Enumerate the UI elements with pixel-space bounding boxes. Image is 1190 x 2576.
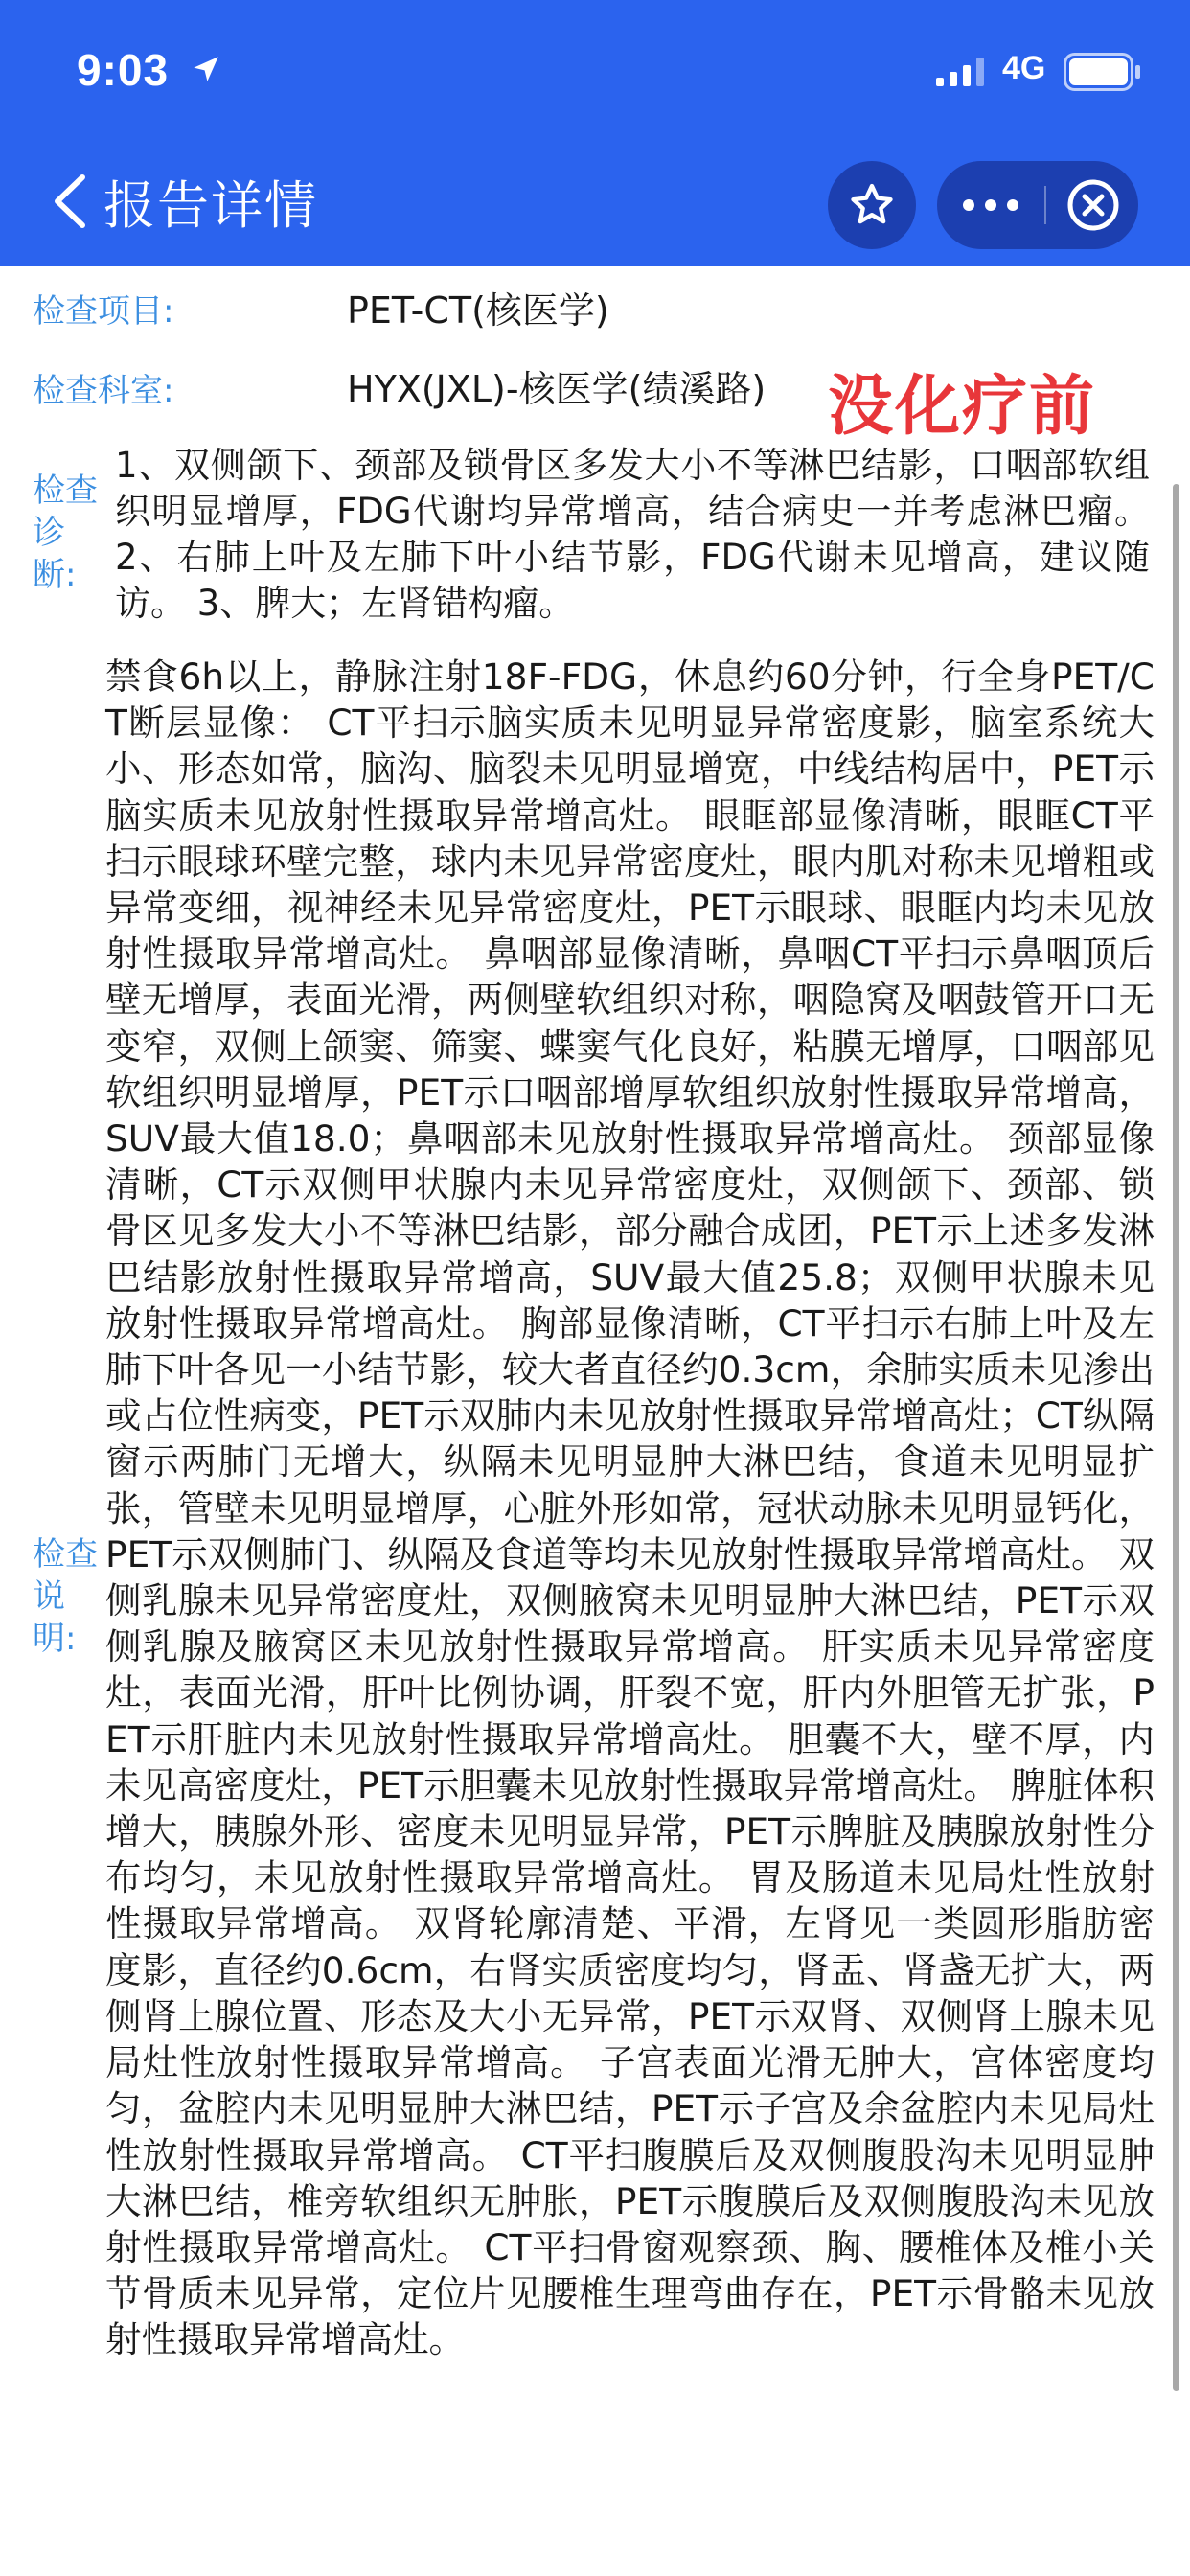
mini-program-capsule — [937, 161, 1138, 249]
page-title: 报告详情 — [103, 174, 318, 236]
description-label: 检查说明: — [33, 1535, 98, 1658]
status-time: 9:03 — [77, 45, 170, 95]
app-header — [0, 0, 1190, 266]
more-button[interactable] — [937, 161, 1044, 249]
nav-bar — [0, 144, 1190, 266]
signal-bars-icon — [936, 58, 986, 86]
more-dots-icon — [961, 197, 1020, 213]
chevron-left-icon — [48, 172, 90, 231]
diagnosis-text: 1、双侧颌下、颈部及锁骨区多发大小不等淋巴结影，口咽部软组织明显增厚，FDG代谢均异常增高，结合病史一并考虑淋巴瘤。 2、右肺上叶及左肺下叶小结节影，FDG代谢未见增高，建议随访。 3、脾大；左肾错构瘤。 — [115, 445, 1150, 624]
exam-dept-value: HYX(JXL)-核医学(绩溪路) — [347, 368, 767, 410]
capsule-divider — [1044, 186, 1046, 224]
description-text: 禁食6h以上，静脉注射18F-FDG，休息约60分钟，行全身PET/CT断层显像： CT平扫示脑实质未见明显异常密度影，脑室系统大小、形态如常，脑沟、脑裂未见明显增宽，中线结构居中，PET示脑实质未见放射性摄取异常增高灶。 眼眶部显像清晰，眼眶CT平扫示眼球环壁完整，球内未见异常密度灶，眼内肌对称未见增粗或异常变细，视神经未见异常密度灶，PET示眼球、眼眶内均未见放射性摄取异常增高灶。 鼻咽部显像清晰，鼻咽CT平扫示鼻咽顶后壁无增厚，表面光滑，两侧壁软组织对称，咽隐窝及咽鼓管开口无变窄，双侧上颌窦、筛窦、蝶窦气化良好，粘膜无增厚，口咽部见软组织明显增厚，PET示口咽部增厚软组织放射性摄取异常增高，SUV最大值18.0；鼻咽部未见放射性摄取异常增高灶。 颈部显像清晰，CT示双侧甲状腺内未见异常密度灶，双侧颌下、颈部、锁骨区见多发大小不等淋巴结影，部分融合成团，PET示上述多发淋巴结影放射性摄取异常增高，SUV最大值25.8；双侧甲状腺未见放射性摄取异常增高灶。 胸部显像清晰，CT平扫示右肺上叶及左肺下叶各见一小结节影，较大者直径约0.3cm，余肺实质未见渗出或占位性病变，PET示双肺内未见放射性摄取异常增高灶；CT纵隔窗示两肺门无增大，纵隔未见明显肿大淋巴结，食道未见明显扩张，管壁未见明显增厚，心脏外形如常，冠状动脉未见明显钙化，PET示双侧肺门、纵隔及食道等均未见放射性摄取异常增高灶。 双侧乳腺未见异常密度灶，双侧腋窝未见明显肿大淋巴结，PET示双侧乳腺及腋窝区未见放射性摄取异常增高。 肝实质未见异常密度灶，表面光滑，肝叶比例协调，肝裂不宽，肝内外胆管无扩张，PET示肝脏内未见放射性摄取异常增高灶。 胆囊不大，壁不厚，内未见高密度灶，PET示胆囊未见放射性摄取异常增高灶。 脾脏体积增大，胰腺外形、密度未见明显异常，PET示脾脏及胰腺放射性分布均匀，未见放射性摄取异常增高灶。 胃及肠道未见局灶性放射性摄取异常增高。 双肾轮廓清楚、平滑，左肾见一类圆形脂肪密度影，直径约0.6cm，右肾实质密度均匀，肾盂、肾盏无扩大，两侧肾上腺位置、形态及大小无异常，PET示双肾、双侧肾上腺未见局灶性放射性摄取异常增高。 子宫表面光滑无肿大，宫体密度均匀，盆腔内未见明显肿大淋巴结，PET示子宫及余盆腔内未见局灶性放射性摄取异常增高。 CT平扫腹膜后及双侧腹股沟未见明显肿大淋巴结，椎旁软组织无肿胀，PET示腹膜后及双侧腹股沟未见放射性摄取异常增高灶。 CT平扫骨窗观察颈、胸、腰椎体及椎小关节骨质未见异常，定位片见腰椎生理弯曲存在，PET示骨骼未见放射性摄取异常增高灶。 — [105, 656, 1155, 2361]
status-bar — [0, 0, 1190, 144]
battery-icon — [1064, 53, 1142, 91]
back-button[interactable] — [48, 163, 318, 240]
network-type: 4G — [1002, 50, 1046, 86]
location-arrow-icon — [190, 53, 222, 85]
handwritten-note: 没化疗前 — [828, 369, 1097, 445]
close-circle-icon — [1066, 178, 1120, 232]
exam-item-value: PET-CT(核医学) — [347, 289, 609, 332]
diagnosis-label: 检查诊断: — [33, 472, 98, 594]
exam-dept-label: 检查科室: — [33, 372, 174, 410]
scrollbar[interactable] — [1173, 484, 1179, 2391]
star-outline-icon — [847, 180, 897, 230]
exam-item-label: 检查项目: — [33, 292, 174, 331]
close-button[interactable] — [1048, 161, 1138, 249]
favorite-button[interactable] — [828, 161, 916, 249]
